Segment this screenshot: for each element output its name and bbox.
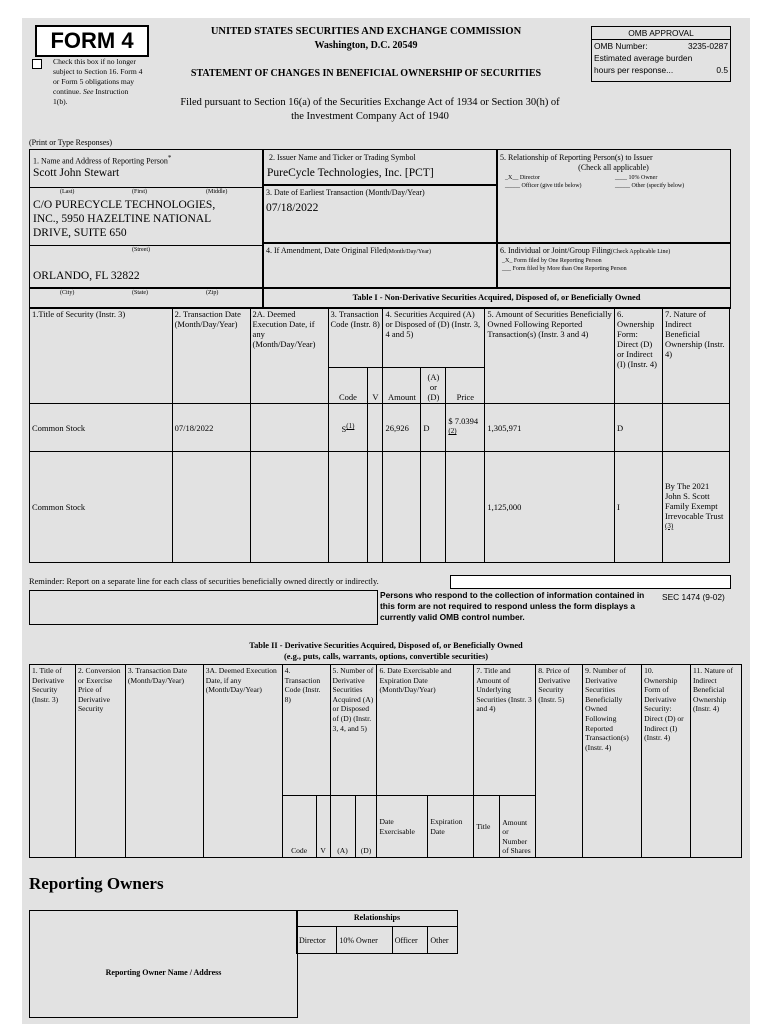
t2-sub-amount: Amount or Number of Shares (500, 796, 536, 858)
rel-director: Director (297, 927, 337, 954)
t2-col11-header: 11. Nature of Indirect Beneficial Ownership (Instr. 4) (690, 665, 741, 858)
t2-col1-header: 1. Title of Derivative Security (Instr. 3) (30, 665, 76, 858)
t1-sub-v: V (368, 368, 383, 404)
omb-approval-box (591, 26, 731, 82)
t1-col6-header: 6. Ownership Form: Direct (D) or Indirect (I) (Instr. 4) (615, 308, 663, 404)
box4-label: 4. If Amendment, Date Original Filed (266, 246, 387, 255)
omb-hours-value: 0.5 (716, 65, 728, 75)
t2-sub-expiration: Expiration Date (428, 796, 474, 858)
t1-sub-price: Price (446, 368, 485, 404)
box5-label: 5. Relationship of Reporting Person(s) to Issuer (500, 153, 653, 162)
t2-col7-header: 7. Title and Amount of Underlying Securities (Instr. 3 and 4) (474, 665, 536, 796)
t2-col10-header: 10. Ownership Form of Derivative Security: Direct (D) or Indirect (I) (Instr. 4) (642, 665, 691, 858)
omb-hours-label: hours per response... (594, 65, 674, 75)
statement-title: STATEMENT OF CHANGES IN BENEFICIAL OWNERSHIP OF SECURITIES (190, 68, 542, 79)
t2-sub-code: Code (282, 796, 316, 858)
t2-col8-header: 8. Price of Derivative Security (Instr. 5) (536, 665, 583, 858)
t1-col7-header: 7. Nature of Indirect Beneficial Ownership (Instr. 4) (663, 308, 730, 404)
box6-filing (496, 242, 731, 289)
last-label: (Last) (60, 189, 75, 195)
form-title: FORM 4 (35, 25, 149, 57)
box6-label: 6. Individual or Joint/Group Filing (500, 246, 611, 255)
sec-number: SEC 1474 (9-02) (662, 592, 725, 602)
row1-price-cell (446, 404, 485, 452)
row2-nature-footnote[interactable]: (3) (665, 521, 674, 530)
row2-date (172, 452, 250, 563)
issuer-name-ticker: PureCycle Technologies, Inc. [PCT] (267, 167, 434, 179)
filed-line-1: Filed pursuant to Section 16(a) of the Securities Exchange Act of 1934 or Section 30(h) of (180, 97, 560, 108)
row2-nature-cell (663, 452, 730, 563)
middle-label: (Middle) (206, 189, 228, 195)
row2-aord (421, 452, 446, 563)
checkbox-text-instr: Instruction 1(b). (53, 87, 129, 106)
t1-col1-header: 1.Title of Security (Instr. 3) (30, 308, 173, 404)
t2-col4-header: 4. Transaction Code (Instr. 8) (282, 665, 330, 796)
box2-label: 2. Issuer Name and Ticker or Trading Symbol (269, 153, 416, 162)
row1-title: Common Stock (30, 404, 173, 452)
omb-title: OMB APPROVAL (592, 27, 730, 40)
other-line: _____ Other (specify below) (615, 183, 685, 189)
persons-notice: Persons who respond to the collection of information contained in this form are not required to respond unless the form displays a currently valid OMB control number. (380, 590, 645, 622)
box3-earliest-date (262, 184, 498, 244)
row2-form: I (615, 452, 663, 563)
reporting-person-city: ORLANDO, FL 32822 (33, 270, 140, 282)
reporting-person-name: Scott John Stewart (33, 167, 120, 179)
omb-number-row (592, 40, 730, 52)
row1-date: 07/18/2022 (172, 404, 250, 452)
row1-deemed (250, 404, 328, 452)
t2-sub-v: V (316, 796, 330, 858)
box5-sub: (Check all applicable) (578, 163, 649, 172)
reminder-text: Reminder: Report on a separate line for each class of securities beneficially owned directly or indirectly. (29, 577, 379, 586)
t2-col3-header: 3. Transaction Date (Month/Day/Year) (125, 665, 203, 858)
row1-code-cell (328, 404, 368, 452)
owner-name-address-header: Reporting Owner Name / Address (105, 968, 222, 977)
t1-col2-header: 2. Transaction Date (Month/Day/Year) (172, 308, 250, 404)
box5-relationship (496, 149, 731, 244)
table-row (30, 452, 730, 563)
row2-amount (383, 452, 421, 563)
box3-label: 3. Date of Earliest Transaction (Month/Day/Year) (266, 188, 425, 197)
row2-nature: By The 2021 John S. Scott Family Exempt Irrevocable Trust (665, 480, 724, 521)
omb-number-label: OMB Number: (594, 41, 648, 51)
omb-burden-label: Estimated average burden (594, 53, 693, 63)
rel-other: Other (428, 927, 458, 954)
agency-title: UNITED STATES SECURITIES AND EXCHANGE COMMISSION (210, 26, 522, 37)
row1-amount: 26,926 (383, 404, 421, 452)
t2-col3a-header: 3A. Deemed Execution Date, if any (Month/Day/Year) (203, 665, 282, 858)
box6-label-small: (Check Applicable Line) (610, 249, 671, 255)
row2-v (368, 452, 383, 563)
rel-ten-pct: 10% Owner (337, 927, 392, 954)
relationships-table (296, 910, 458, 954)
row2-code-cell (328, 452, 368, 563)
omb-hours-row (592, 64, 730, 76)
checkbox-text-main: Check this box if no longer subject to Section 16. Form 4 or Form 5 obligations may continue. (53, 57, 143, 96)
t1-col5-header: 5. Amount of Securities Beneficially Owned Following Reported Transaction(s) (Instr. 3 and 4) (485, 308, 615, 404)
box4-label-small: (Month/Day/Year) (386, 249, 432, 255)
row2-title: Common Stock (30, 452, 173, 563)
persons-blank-box (29, 590, 378, 625)
print-type-note: (Print or Type Responses) (29, 138, 113, 147)
reminder-blank-box (450, 575, 731, 589)
row1-code: S (341, 423, 347, 434)
row1-aord: D (421, 404, 446, 452)
city-label: (City) (60, 290, 75, 296)
checkbox-text (53, 57, 143, 107)
t2-sub-a: (A) (330, 796, 355, 858)
reporting-owners-heading: Reporting Owners (29, 874, 164, 893)
t2-sub-date-exercisable: Date Exercisable (377, 796, 428, 858)
t1-sub-amount: Amount (383, 368, 421, 404)
box1-city-state-zip (29, 287, 264, 309)
row1-price: $ 7.0394 (448, 416, 479, 427)
box1-label: 1. Name and Address of Reporting Person* (33, 154, 172, 166)
t1-col4-header: 4. Securities Acquired (A) or Disposed of (D) (Instr. 3, 4 and 5) (383, 308, 485, 368)
t1-col3-header: 3. Transaction Code (Instr. 8) (328, 308, 383, 368)
row2-deemed (250, 452, 328, 563)
row1-code-footnote[interactable]: (1) (346, 422, 355, 431)
owners-table (29, 910, 298, 1018)
row2-price-cell (446, 452, 485, 563)
row1-price-footnote[interactable]: (2) (448, 427, 457, 436)
relationships-header: Relationships (297, 911, 458, 927)
table2-derivative (29, 664, 742, 858)
director-line: _X__ Director (505, 175, 540, 181)
t2-sub-d: (D) (355, 796, 377, 858)
t2-sub-title: Title (474, 796, 500, 858)
table2-title (22, 640, 750, 662)
box1-reporting-person (29, 149, 264, 289)
rel-officer: Officer (392, 927, 428, 954)
table1-title: Table I - Non-Derivative Securities Acquired, Disposed of, or Beneficially Owned (262, 287, 731, 309)
checkbox-text-see: See (82, 87, 94, 96)
street-label: (Street) (132, 247, 150, 253)
agency-location: Washington, D.C. 20549 (314, 40, 418, 51)
earliest-transaction-date: 07/18/2022 (266, 202, 319, 214)
filing-opt-1: _X_ Form filed by One Reporting Person (502, 258, 602, 264)
row1-form: D (615, 404, 663, 452)
omb-number-value: 3235-0287 (687, 41, 728, 51)
reporting-person-address: C/O PURECYCLE TECHNOLOGIES, INC., 5950 HAZELTINE NATIONAL DRIVE, SUITE 650 (33, 199, 216, 239)
t1-col2a-header: 2A. Deemed Execution Date, if any (Month/Day/Year) (250, 308, 328, 404)
table-row (30, 404, 730, 452)
t1-sub-code: Code (328, 368, 368, 404)
row1-nature (663, 404, 730, 452)
zip-label: (Zip) (206, 290, 219, 296)
state-label: (State) (132, 290, 148, 296)
table2-title-1: Table II - Derivative Securities Acquired, Disposed of, or Beneficially Owned (249, 641, 523, 650)
row2-owned: 1,125,000 (485, 452, 615, 563)
no-longer-subject-checkbox[interactable] (32, 59, 42, 69)
t1-sub-aord: (A) or (D) (421, 368, 446, 404)
row1-v (368, 404, 383, 452)
box4-amendment (262, 242, 498, 289)
box2-issuer (262, 149, 498, 186)
form-page (22, 18, 750, 1024)
t2-col6-header: 6. Date Exercisable and Expiration Date (Month/Day/Year) (377, 665, 474, 796)
t2-col2-header: 2. Conversion or Exercise Price of Derivative Security (75, 665, 125, 858)
filed-pursuant (140, 96, 600, 124)
table1-non-derivative (29, 307, 730, 563)
officer-line: _____ Officer (give title below) (505, 183, 582, 189)
ten-pct-line: ____ 10% Owner (615, 175, 658, 181)
filed-line-2: the Investment Company Act of 1940 (291, 111, 449, 122)
row1-owned: 1,305,971 (485, 404, 615, 452)
table2-title-2: (e.g., puts, calls, warrants, options, convertible securities) (283, 652, 488, 661)
filing-opt-2: ___ Form filed by More than One Reporting Person (502, 266, 627, 272)
t2-col5-header: 5. Number of Derivative Securities Acquired (A) or Disposed of (D) (Instr. 3, 4, and 5) (330, 665, 377, 796)
t2-col9-header: 9. Number of Derivative Securities Beneficially Owned Following Reported Transaction(s) (Instr. 4) (583, 665, 642, 858)
first-label: (First) (132, 189, 147, 195)
